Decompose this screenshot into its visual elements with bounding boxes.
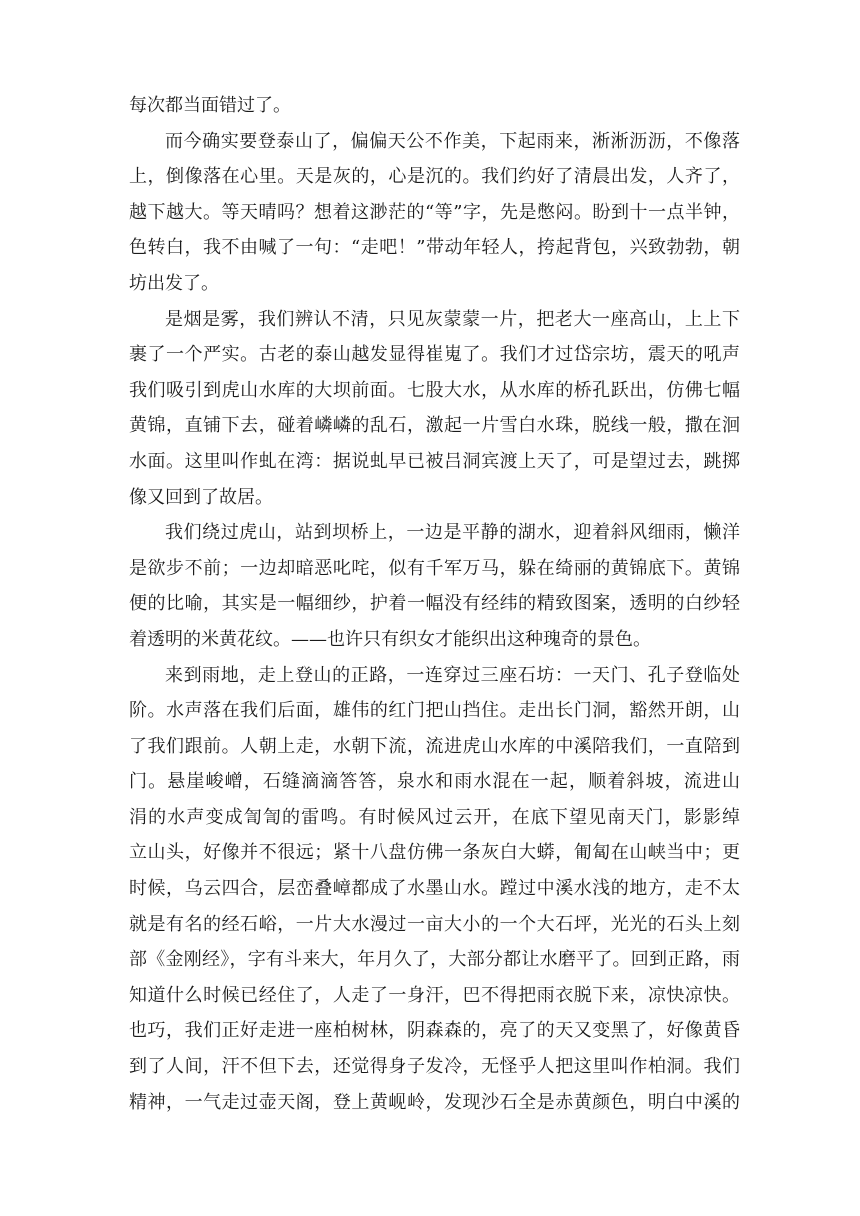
text-line: 而今确实要登泰山了，偏偏天公不作美，下起雨来，淅淅沥沥，不像落 — [165, 130, 740, 152]
text-line: 来到雨地，走上登山的正路，一连穿过三座石坊：一天门、孔子登临处 — [165, 664, 740, 686]
text-line: 也巧，我们正好走进一座柏树林，阴森森的，亮了的天又变黑了，好像黄昏 — [129, 1020, 740, 1042]
text-line: 色转白，我不由喊了一句：“走吧！”带动年轻人，挎起背包，兴致勃勃，朝 — [129, 237, 740, 259]
text-line: 涓的水声变成訇訇的雷鸣。有时候风过云开，在底下望见南天门，影影绰 — [129, 806, 740, 828]
text-line: 是烟是雾，我们辨认不清，只见灰蒙蒙一片，把老大一座高山，上上下 — [165, 308, 740, 330]
text-line: 门。悬崖峻嶒，石缝滴滴答答，泉水和雨水混在一起，顺着斜坡，流进山 — [129, 771, 740, 793]
text-line: 立山头，好像并不很远；紧十八盘仿佛一条灰白大蟒，匍匐在山峡当中；更 — [129, 842, 740, 864]
text-line: 水面。这里叫作虬在湾：据说虬早已被吕洞宾渡上天了，可是望过去，跳掷 — [129, 450, 740, 472]
text-line: 是欲步不前；一边却暗恶叱咤，似有千军万马，躲在绮丽的黄锦底下。黄锦 — [129, 557, 740, 579]
text-line: 每次都当面错过了。 — [129, 95, 291, 116]
text-line: 像又回到了故居。 — [129, 486, 273, 508]
text-line: 坊出发了。 — [129, 272, 219, 294]
text-line: 了我们跟前。人朝上走，水朝下流，流进虎山水库的中溪陪我们，一直陪到 — [129, 735, 740, 757]
text-line: 我们吸引到虎山水库的大坝前面。七股大水，从水库的桥孔跃出，仿佛七幅 — [129, 379, 740, 401]
text-line: 黄锦，直铺下去，碰着嶙嶙的乱石，激起一片雪白水珠，脱线一般，撒在洄 — [129, 415, 740, 437]
text-line: 着透明的米黄花纹。——也许只有织女才能织出这种瑰奇的景色。 — [129, 628, 651, 650]
text-line: 越下越大。等天晴吗？想着这渺茫的“等”字，先是憋闷。盼到十一点半钟， — [129, 201, 740, 223]
text-line: 部《金刚经》，字有斗来大，年月久了，大部分都让水磨平了。回到正路，雨 — [129, 949, 740, 971]
text-line: 便的比喻，其实是一幅细纱，护着一幅没有经纬的精致图案，透明的白纱轻 — [129, 593, 740, 615]
text-line: 裹了一个严实。古老的泰山越发显得崔嵬了。我们才过岱宗坊，震天的吼声 — [129, 344, 740, 366]
text-line: 阶。水声落在我们后面，雄伟的红门把山挡住。走出长门洞，豁然开朗，山 — [129, 700, 740, 722]
text-line: 就是有名的经石峪，一片大水漫过一亩大小的一个大石坪，光光的石头上刻 — [129, 913, 740, 935]
text-line: 到了人间，汗不但下去，还觉得身子发冷，无怪乎人把这里叫作柏洞。我们 — [129, 1056, 740, 1078]
text-line: 精神，一气走过壶天阁，登上黄岘岭，发现沙石全是赤黄颜色，明白中溪的 — [129, 1091, 740, 1113]
text-line: 时候，乌云四合，层峦叠嶂都成了水墨山水。蹚过中溪水浅的地方，走不太 — [129, 878, 740, 900]
text-line: 上，倒像落在心里。天是灰的，心是沉的。我们约好了清晨出发，人齐了， — [129, 166, 740, 188]
text-line: 我们绕过虎山，站到坝桥上，一边是平静的湖水，迎着斜风细雨，懒洋 — [165, 522, 740, 544]
text-line: 知道什么时候已经住了，人走了一身汗，巴不得把雨衣脱下来，凉快凉快。 — [129, 984, 740, 1006]
document-body — [129, 88, 740, 1120]
